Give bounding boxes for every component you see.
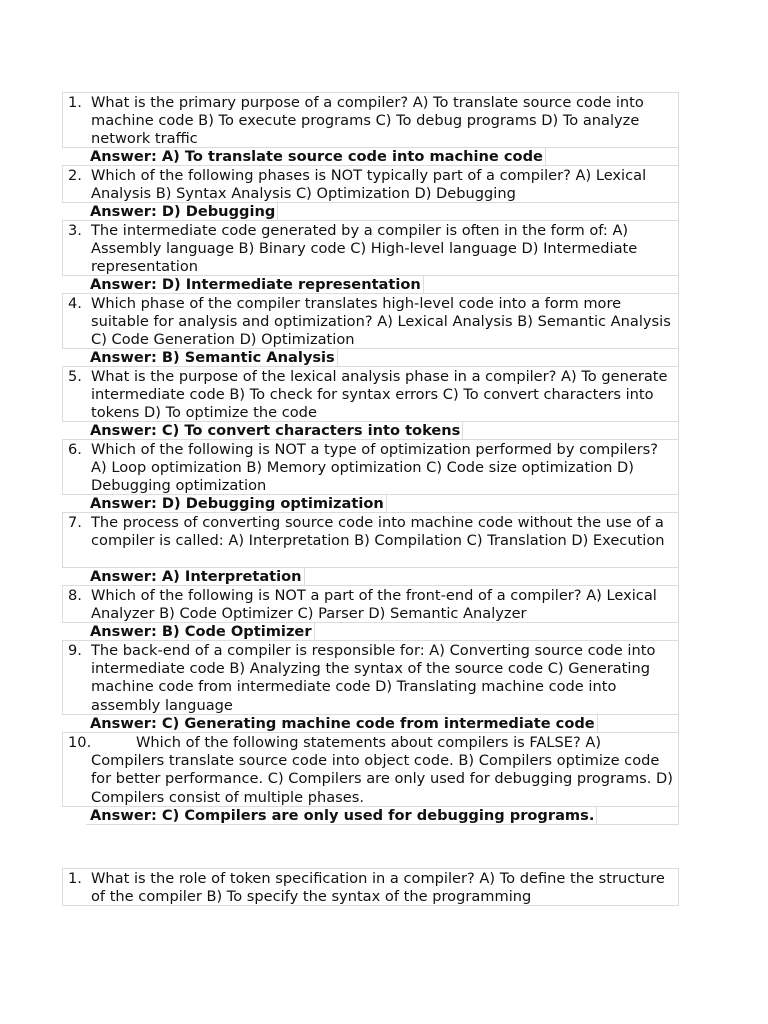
answer-row [86, 494, 679, 513]
question-number: 5. [68, 368, 82, 385]
question-row [62, 640, 679, 715]
answer-text: Answer: D) Debugging optimization [90, 495, 387, 512]
question-text: The intermediate code generated by a compiler is often in the form of: A) Assembly language B) Binary code C) High-level language D) Intermediate representation [91, 222, 638, 276]
question-row [62, 220, 679, 276]
answer-text: Answer: C) To convert characters into tokens [90, 422, 463, 439]
question-number: 10. [68, 734, 92, 751]
question-row [62, 439, 679, 495]
question-number: 1. [68, 870, 82, 887]
answer-row [86, 202, 679, 221]
question-number: 7. [68, 514, 82, 531]
answer-text: Answer: B) Semantic Analysis [90, 349, 338, 366]
answer-row [86, 348, 679, 367]
question-text: Which of the following statements about compilers is FALSE? A) Compilers translate source code into object code. B) Compilers optimize code for better performance. C) Compilers are only used for debugging programs. D) Compilers consist of multiple phases. [91, 734, 673, 806]
answer-text: Answer: A) To translate source code into machine code [90, 148, 546, 165]
question-text: The back-end of a compiler is responsible for: A) Converting source code into intermediate code B) Analyzing the syntax of the source code C) Generating machine code from intermediate code D) Translating machine code into assembly language [91, 642, 656, 714]
question-row [62, 165, 679, 203]
question-list [62, 93, 679, 825]
answer-row [86, 806, 679, 825]
question-row [62, 868, 679, 906]
answer-row [86, 622, 679, 641]
question-list [62, 869, 679, 906]
answer-row [86, 421, 679, 440]
question-row [62, 293, 679, 349]
question-row [62, 92, 679, 148]
question-number: 6. [68, 441, 82, 458]
answer-text: Answer: C) Compilers are only used for debugging programs. [90, 807, 597, 824]
question-number: 4. [68, 295, 82, 312]
answer-text: Answer: D) Intermediate representation [90, 276, 424, 293]
question-number: 9. [68, 642, 82, 659]
question-text: What is the primary purpose of a compiler? A) To translate source code into machine code B) To execute programs C) To debug programs D) To analyze network traffic [91, 94, 644, 148]
question-number: 8. [68, 587, 82, 604]
question-row [62, 585, 679, 623]
question-text: The process of converting source code into machine code without the use of a compiler is called: A) Interpretation B) Compilation C) Translation D) Execution [91, 514, 665, 550]
question-text: What is the role of token specification in a compiler? A) To define the structure of the compiler B) To specify the syntax of the programming [91, 870, 665, 906]
question-text: Which of the following phases is NOT typically part of a compiler? A) Lexical Analysis B) Syntax Analysis C) Optimization D) Debugging [91, 167, 647, 203]
question-text: Which of the following is NOT a part of the front-end of a compiler? A) Lexical Analyzer B) Code Optimizer C) Parser D) Semantic Analyzer [91, 587, 657, 623]
answer-row [86, 147, 679, 166]
question-number: 2. [68, 167, 82, 184]
answer-row [86, 275, 679, 294]
question-row [62, 732, 679, 807]
question-number: 3. [68, 222, 82, 239]
question-text: Which of the following is NOT a type of optimization performed by compilers? A) Loop optimization B) Memory optimization C) Code size optimization D) Debugging optimization [91, 441, 658, 495]
answer-text: Answer: B) Code Optimizer [90, 623, 315, 640]
question-row [62, 512, 679, 568]
answer-text: Answer: C) Generating machine code from intermediate code [90, 715, 598, 732]
question-text: Which phase of the compiler translates high-level code into a form more suitable for analysis and optimization? A) Lexical Analysis B) Semantic Analysis C) Code Generation D) Optimization [91, 295, 671, 349]
question-number: 1. [68, 94, 82, 111]
question-row [62, 366, 679, 422]
answer-row [86, 567, 679, 586]
answer-row [86, 714, 679, 733]
answer-text: Answer: D) Debugging [90, 203, 278, 220]
answer-text: Answer: A) Interpretation [90, 568, 305, 585]
question-text: What is the purpose of the lexical analysis phase in a compiler? A) To generate intermediate code B) To check for syntax errors C) To convert characters into tokens D) To optimize the code [91, 368, 668, 422]
